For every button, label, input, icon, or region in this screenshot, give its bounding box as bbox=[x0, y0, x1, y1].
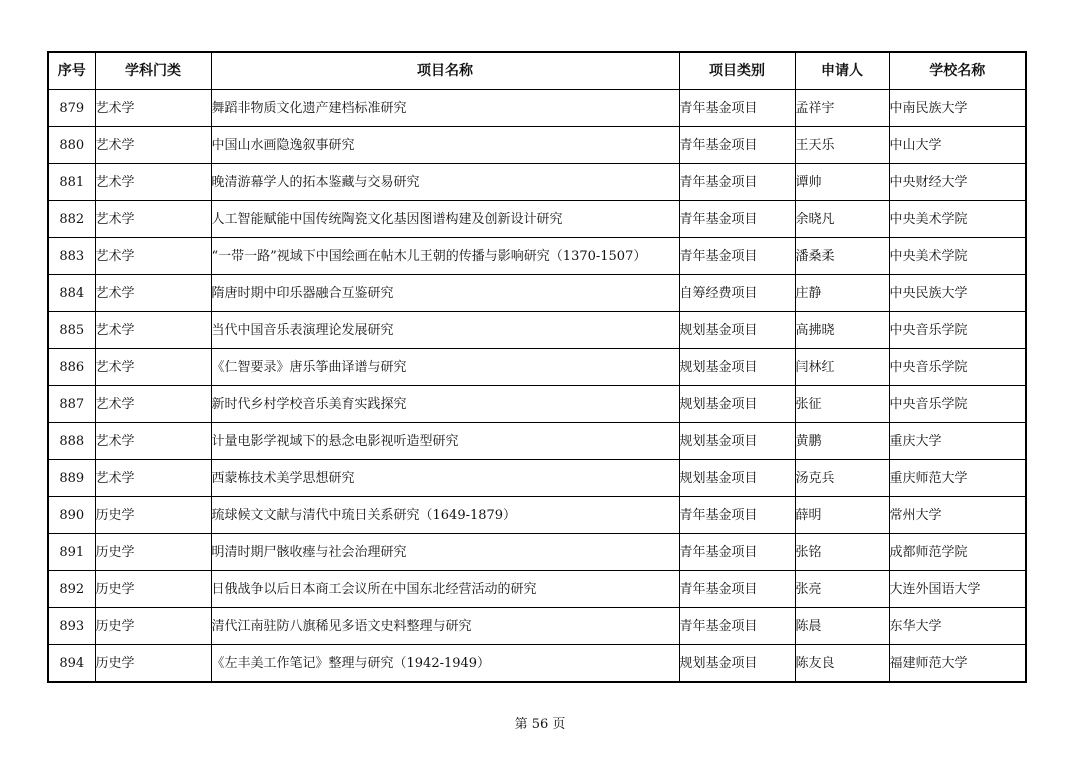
cell-subject: 艺术学 bbox=[95, 386, 211, 423]
cell-school: 常州大学 bbox=[889, 497, 1026, 534]
header-subject: 学科门类 bbox=[95, 52, 211, 90]
cell-project-name: 人工智能赋能中国传统陶瓷文化基因图谱构建及创新设计研究 bbox=[211, 201, 679, 238]
cell-school: 成都师范学院 bbox=[889, 534, 1026, 571]
cell-subject: 艺术学 bbox=[95, 164, 211, 201]
header-project-name: 项目名称 bbox=[211, 52, 679, 90]
cell-index: 890 bbox=[48, 497, 95, 534]
cell-index: 889 bbox=[48, 460, 95, 497]
cell-project-type: 规划基金项目 bbox=[679, 312, 795, 349]
table-row bbox=[48, 238, 1026, 275]
table-row bbox=[48, 386, 1026, 423]
cell-project-type: 自筹经费项目 bbox=[679, 275, 795, 312]
cell-project-type: 规划基金项目 bbox=[679, 349, 795, 386]
cell-applicant: 张亮 bbox=[795, 571, 889, 608]
table-row bbox=[48, 275, 1026, 312]
table-row bbox=[48, 312, 1026, 349]
cell-index: 891 bbox=[48, 534, 95, 571]
table-header-row bbox=[48, 52, 1026, 90]
cell-project-type: 规划基金项目 bbox=[679, 386, 795, 423]
cell-index: 893 bbox=[48, 608, 95, 645]
project-list-table bbox=[47, 51, 1027, 683]
cell-school: 中央音乐学院 bbox=[889, 349, 1026, 386]
cell-applicant: 孟祥宇 bbox=[795, 90, 889, 127]
cell-project-name: 中国山水画隐逸叙事研究 bbox=[211, 127, 679, 164]
cell-applicant: 张征 bbox=[795, 386, 889, 423]
cell-project-name: 琉球候文文献与清代中琉日关系研究（1649-1879） bbox=[211, 497, 679, 534]
table-row bbox=[48, 201, 1026, 238]
cell-subject: 历史学 bbox=[95, 645, 211, 683]
cell-applicant: 薛明 bbox=[795, 497, 889, 534]
cell-project-name: 明清时期尸骸收瘗与社会治理研究 bbox=[211, 534, 679, 571]
cell-index: 887 bbox=[48, 386, 95, 423]
table-row bbox=[48, 164, 1026, 201]
table-row bbox=[48, 497, 1026, 534]
header-school: 学校名称 bbox=[889, 52, 1026, 90]
cell-project-name: 日俄战争以后日本商工会议所在中国东北经营活动的研究 bbox=[211, 571, 679, 608]
cell-applicant: 陈友良 bbox=[795, 645, 889, 683]
cell-school: 中央财经大学 bbox=[889, 164, 1026, 201]
cell-subject: 艺术学 bbox=[95, 349, 211, 386]
cell-applicant: 陈晨 bbox=[795, 608, 889, 645]
cell-index: 881 bbox=[48, 164, 95, 201]
cell-project-name: 晚清游幕学人的拓本鉴藏与交易研究 bbox=[211, 164, 679, 201]
cell-project-type: 青年基金项目 bbox=[679, 164, 795, 201]
cell-school: 大连外国语大学 bbox=[889, 571, 1026, 608]
cell-index: 894 bbox=[48, 645, 95, 683]
cell-project-name: 清代江南驻防八旗稀见多语文史料整理与研究 bbox=[211, 608, 679, 645]
cell-index: 892 bbox=[48, 571, 95, 608]
cell-project-type: 规划基金项目 bbox=[679, 460, 795, 497]
cell-project-name: 新时代乡村学校音乐美育实践探究 bbox=[211, 386, 679, 423]
cell-applicant: 高拂晓 bbox=[795, 312, 889, 349]
cell-subject: 艺术学 bbox=[95, 460, 211, 497]
cell-project-type: 规划基金项目 bbox=[679, 645, 795, 683]
cell-applicant: 谭帅 bbox=[795, 164, 889, 201]
cell-subject: 历史学 bbox=[95, 571, 211, 608]
cell-project-type: 规划基金项目 bbox=[679, 423, 795, 460]
cell-project-type: 青年基金项目 bbox=[679, 238, 795, 275]
cell-index: 882 bbox=[48, 201, 95, 238]
cell-school: 东华大学 bbox=[889, 608, 1026, 645]
table-row bbox=[48, 608, 1026, 645]
cell-index: 888 bbox=[48, 423, 95, 460]
cell-project-name: 隋唐时期中印乐器融合互鉴研究 bbox=[211, 275, 679, 312]
cell-subject: 历史学 bbox=[95, 608, 211, 645]
cell-project-name: 《左丰美工作笔记》整理与研究（1942-1949） bbox=[211, 645, 679, 683]
cell-school: 中南民族大学 bbox=[889, 90, 1026, 127]
cell-school: 中央民族大学 bbox=[889, 275, 1026, 312]
table-row bbox=[48, 460, 1026, 497]
cell-school: 中央音乐学院 bbox=[889, 312, 1026, 349]
cell-school: 中山大学 bbox=[889, 127, 1026, 164]
header-project-type: 项目类别 bbox=[679, 52, 795, 90]
cell-school: 中央美术学院 bbox=[889, 238, 1026, 275]
cell-applicant: 王天乐 bbox=[795, 127, 889, 164]
header-applicant: 申请人 bbox=[795, 52, 889, 90]
cell-index: 879 bbox=[48, 90, 95, 127]
table-row bbox=[48, 571, 1026, 608]
cell-applicant: 庄静 bbox=[795, 275, 889, 312]
cell-index: 886 bbox=[48, 349, 95, 386]
cell-subject: 艺术学 bbox=[95, 127, 211, 164]
cell-subject: 历史学 bbox=[95, 497, 211, 534]
cell-project-name: 计量电影学视域下的悬念电影视听造型研究 bbox=[211, 423, 679, 460]
cell-index: 884 bbox=[48, 275, 95, 312]
cell-project-name: 《仁智要录》唐乐筝曲译谱与研究 bbox=[211, 349, 679, 386]
cell-subject: 艺术学 bbox=[95, 201, 211, 238]
cell-subject: 艺术学 bbox=[95, 90, 211, 127]
cell-project-type: 青年基金项目 bbox=[679, 497, 795, 534]
header-index: 序号 bbox=[48, 52, 95, 90]
table-row bbox=[48, 423, 1026, 460]
cell-project-name: 当代中国音乐表演理论发展研究 bbox=[211, 312, 679, 349]
cell-school: 福建师范大学 bbox=[889, 645, 1026, 683]
cell-subject: 艺术学 bbox=[95, 312, 211, 349]
cell-project-type: 青年基金项目 bbox=[679, 534, 795, 571]
cell-applicant: 汤克兵 bbox=[795, 460, 889, 497]
cell-project-name: 舞蹈非物质文化遗产建档标准研究 bbox=[211, 90, 679, 127]
cell-subject: 艺术学 bbox=[95, 238, 211, 275]
table-row bbox=[48, 90, 1026, 127]
cell-index: 885 bbox=[48, 312, 95, 349]
cell-applicant: 潘桑柔 bbox=[795, 238, 889, 275]
cell-project-type: 青年基金项目 bbox=[679, 608, 795, 645]
cell-project-name: 西蒙栋技术美学思想研究 bbox=[211, 460, 679, 497]
table-row bbox=[48, 645, 1026, 683]
cell-subject: 历史学 bbox=[95, 534, 211, 571]
cell-project-type: 青年基金项目 bbox=[679, 571, 795, 608]
cell-project-type: 青年基金项目 bbox=[679, 90, 795, 127]
page-number: 第 56 页 bbox=[514, 717, 566, 732]
cell-school: 重庆大学 bbox=[889, 423, 1026, 460]
table-body bbox=[48, 90, 1026, 683]
cell-applicant: 张铭 bbox=[795, 534, 889, 571]
cell-subject: 艺术学 bbox=[95, 275, 211, 312]
cell-applicant: 闫林红 bbox=[795, 349, 889, 386]
cell-school: 中央音乐学院 bbox=[889, 386, 1026, 423]
table-row bbox=[48, 349, 1026, 386]
cell-school: 重庆师范大学 bbox=[889, 460, 1026, 497]
table-row bbox=[48, 127, 1026, 164]
cell-school: 中央美术学院 bbox=[889, 201, 1026, 238]
cell-applicant: 余晓凡 bbox=[795, 201, 889, 238]
cell-index: 883 bbox=[48, 238, 95, 275]
cell-subject: 艺术学 bbox=[95, 423, 211, 460]
cell-project-type: 青年基金项目 bbox=[679, 127, 795, 164]
table-row bbox=[48, 534, 1026, 571]
cell-project-type: 青年基金项目 bbox=[679, 201, 795, 238]
cell-project-name: “一带一路”视域下中国绘画在帖木儿王朝的传播与影响研究（1370-1507） bbox=[211, 238, 679, 275]
cell-applicant: 黄鹏 bbox=[795, 423, 889, 460]
cell-index: 880 bbox=[48, 127, 95, 164]
